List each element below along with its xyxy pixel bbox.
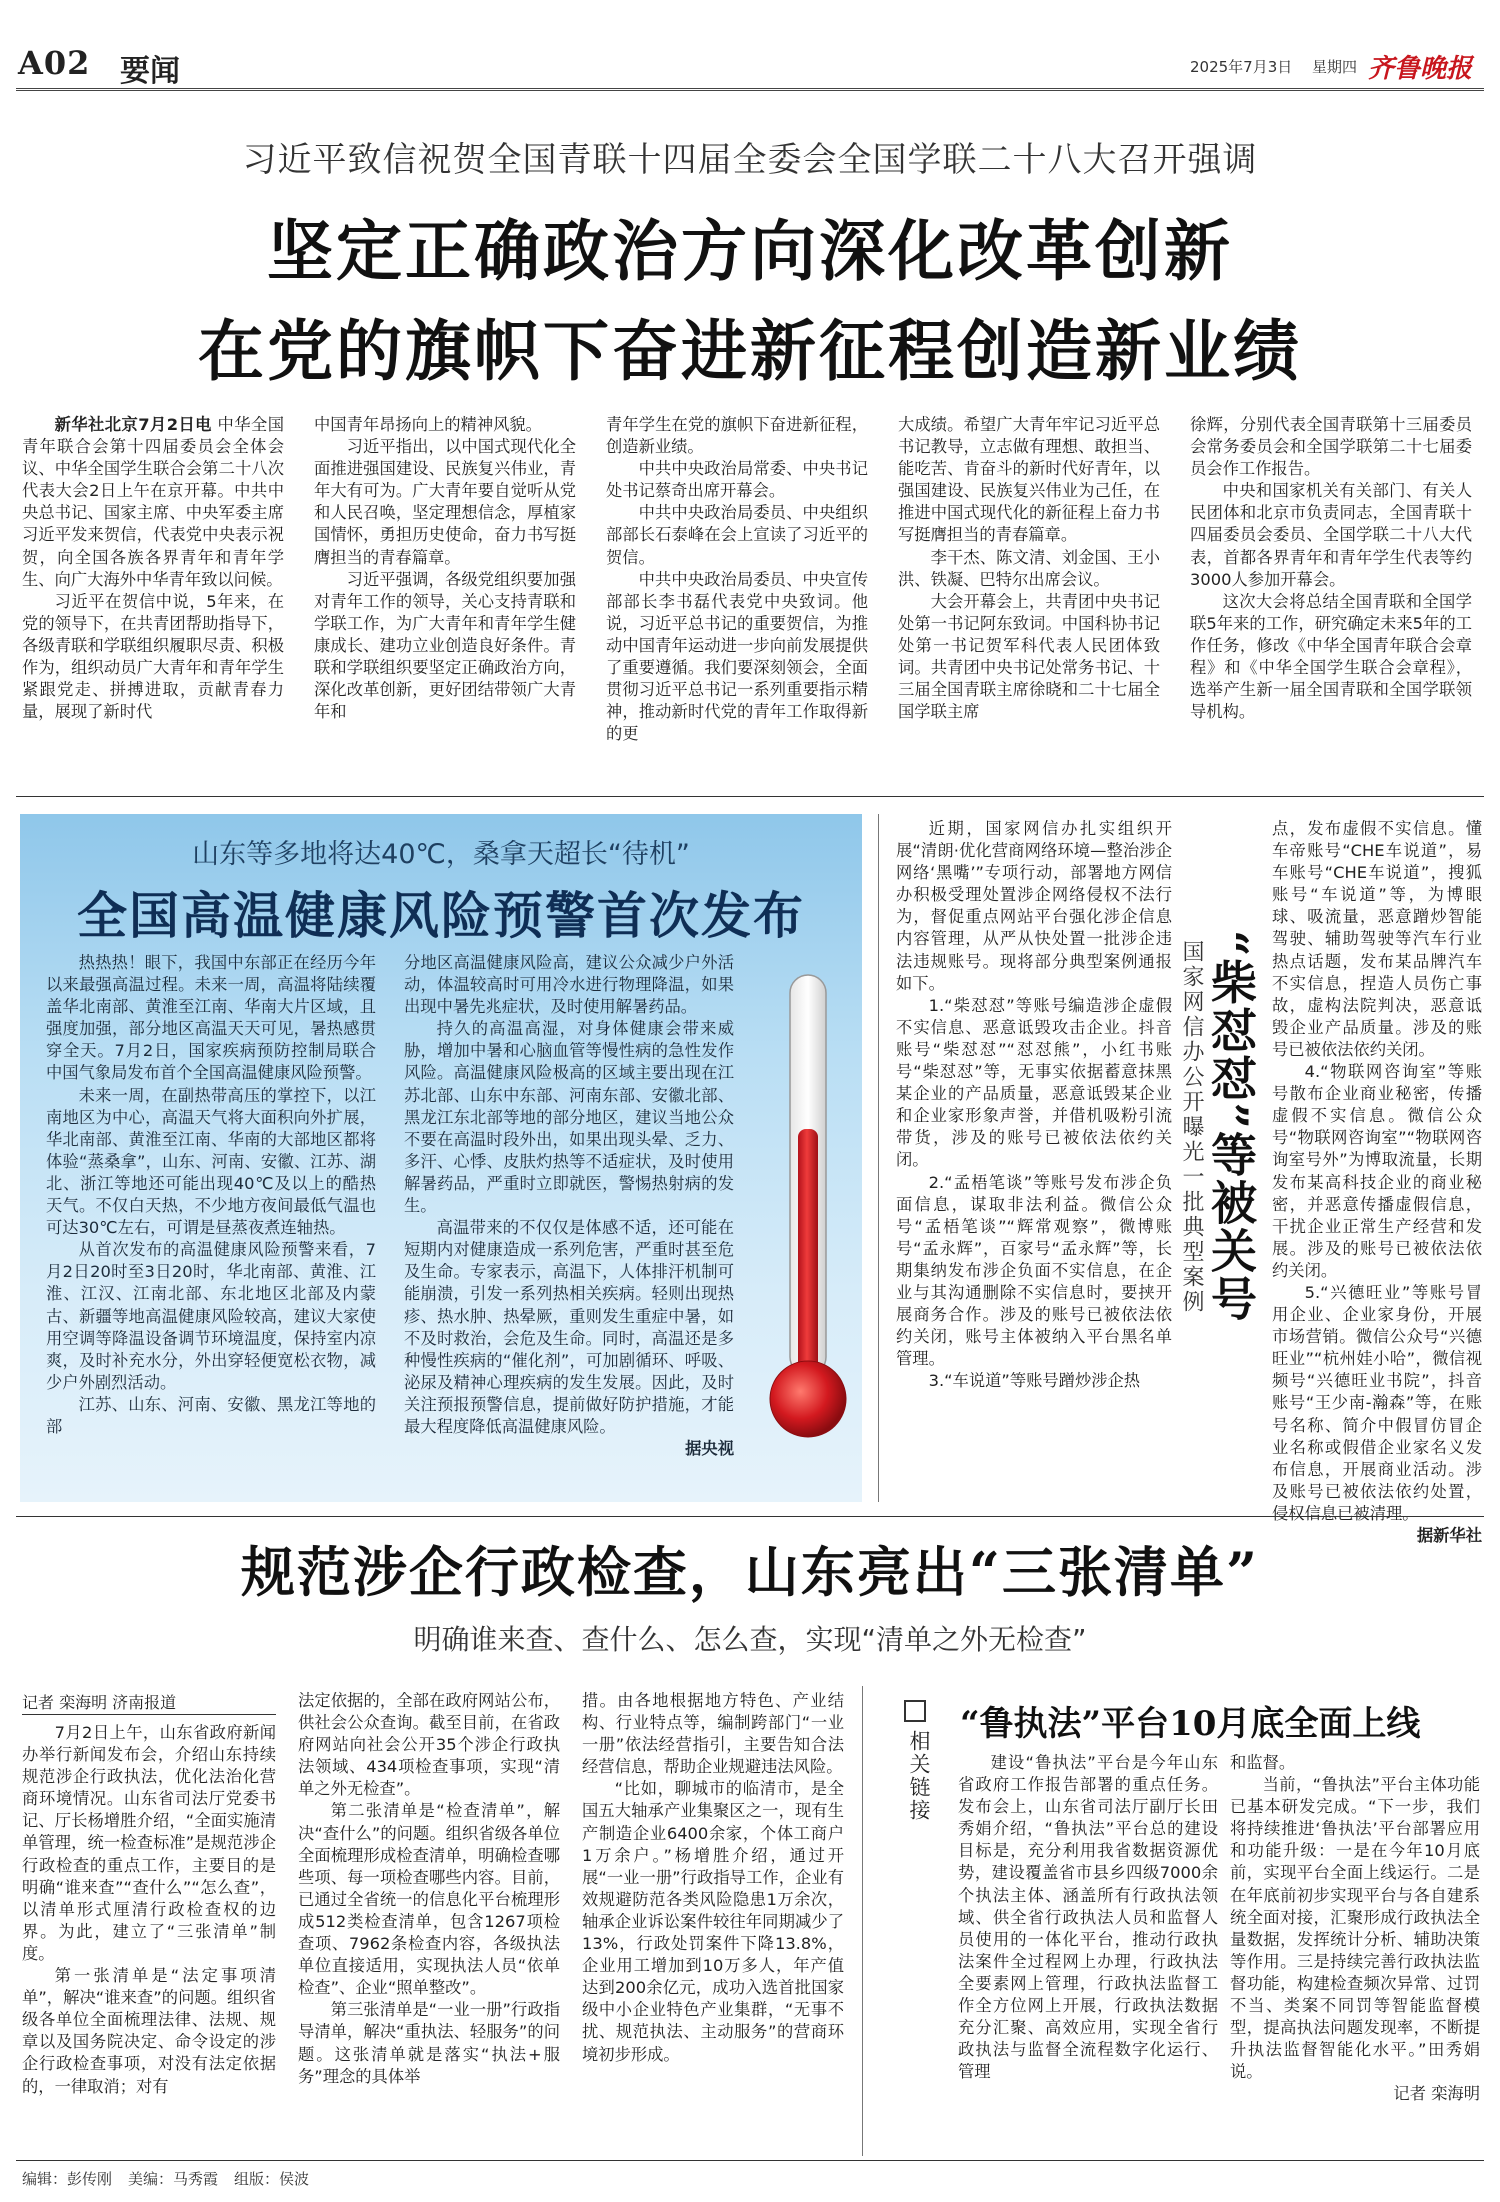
heat-p4: 江苏、山东、河南、安徽、黑龙江等地的部 [46, 1394, 376, 1436]
lead-column-3 [606, 414, 868, 776]
lead-col2-p1: 中国青年昂扬向上的精神风貌。 [314, 415, 542, 434]
chai-p6: 4.“物联网咨询室”等账号散布企业商业秘密，传播虚假不实信息。微信公众号“物联网咨询室”“物联网咨询室号外”为博取流量，长期发布某高科技企业的商业秘密，并恶意传播虚假信息，干扰企业正常生产经营和发展。涉及的账号已被依法依约关闭。 [1272, 1062, 1482, 1280]
heat-source: 据央视 [685, 1439, 734, 1459]
chai-p3: 2.“孟梧笔谈”等账号发布涉企负面信息，谋取非法利益。微信公众号“孟梧笔谈”“辉常观察”，微博账号“孟永辉”，百家号“孟永辉”等，长期集纳发布涉企负面不实信息，在企业与其沟通删除不实信息时，要挟开展商务合作。涉及的账号已被依法依约关闭，账号主体被纳入平台黑名单管理。 [896, 1172, 1172, 1369]
chai-headline: “柴怼怼”等被关号 [1204, 930, 1258, 1323]
footer-rule [16, 2160, 1484, 2161]
issue-weekday: 星期四 [1312, 58, 1358, 76]
lead-bottom-rule [16, 796, 1484, 797]
lead-kicker: 习近平致信祝贺全国青联十四届全委会全国学联二十八大召开强调 [242, 140, 1258, 180]
lu-headline: “鲁执法”平台10月底全面上线 [960, 1704, 1421, 1744]
check-c2-p2: 第二张清单是“检查清单”，解决“查什么”的问题。组织省级各单位全面梳理形成检查清单，明确检查哪些项、每一项检查哪些内容。目前，已通过全省统一的信息化平台梳理形成512类检查清单，包含1267项检查项、7962条检查内容，各级执法单位直接适用，实现执法人员“依单检查”、企业“照单整改”。 [298, 1801, 560, 1998]
lead-col3-p4: 中共中央政治局委员、中央宣传部部长李书磊代表党中央致词。他说，习近平总书记的重要贺信，为推动中国青年运动进一步向前发展提供了重要遵循。我们要深刻领会，全面贯彻习近平总书记一系列重要指示精神，推动新时代党的青年工作取得新的更 [606, 569, 868, 744]
footer-proof: 组版：侯波 [234, 2170, 310, 2188]
byline-rule [22, 1714, 276, 1715]
heat-p5: 分地区高温健康风险高，建议公众减少户外活动，体温较高时可用冷水进行物理降温，如果出现中暑先兆症状，及时使用解暑药品。 [404, 953, 734, 1017]
check-subtitle: 明确谁来查、查什么、怎么查，实现“清单之外无检查” [413, 1623, 1087, 1656]
check-c3-p1: 措。由各地根据地方特色、产业结构、行业特点等，编制跨部门“一业一册”依法经营指引，主要告知合法经营信息，帮助企业规避违法风险。 [582, 1691, 844, 1777]
lu-column-2 [1230, 1752, 1480, 2152]
heat-p1: 热热热！眼下，我国中东部正在经历今年以来最强高温过程。未来一周，高温将陆续覆盖华北南部、黄淮至江南、华南大片区域，且强度加强，部分地区高温天天可见，暑热感贯穿全天。7月2日，国家疾病预防控制局联合中国气象局发布首个全国高温健康风险预警。 [46, 953, 376, 1083]
check-c1-p2: 第一张清单是“法定事项清单”，解决“谁来查”的问题。组织省级各单位全面梳理法律、法规、规章以及国务院决定、命令设定的涉企行政检查事项，对没有法定依据的，一律取消；对有 [22, 1966, 276, 2096]
heat-headline: 全国高温健康风险预警首次发布 [77, 886, 805, 945]
thermometer-icon [768, 969, 848, 1449]
lead-col3-p1: 青年学生在党的旗帜下奋进新征程，创造新业绩。 [606, 415, 868, 457]
lead-col3-p3: 中共中央政治局委员、中央组织部部长石泰峰在会上宣读了习近平的贺信。 [606, 503, 868, 567]
lu-byline: 记者 栾海明 [1393, 2084, 1480, 2104]
check-c2-p3: 第三张清单是“一业一册”行政指导清单，解决“重执法、轻服务”的问题。这张清单就是落实“执法+服务”理念的具体举 [298, 2000, 560, 2086]
mid-rule [16, 1516, 1484, 1517]
related-tag: 相关链接 [907, 1730, 931, 1822]
footer-editor: 编辑：彭传刚 [22, 2170, 113, 2188]
lead-column-5 [1190, 414, 1472, 776]
paper-logo: 齐鲁晚报 [1368, 54, 1473, 84]
lead-col5-p2: 中央和国家机关有关部门、有关人民团体和北京市负责同志，全国青联十四届委员会委员、全国学联二十八大代表，首都各界青年和青年学生代表等约3000人参加开幕会。 [1190, 481, 1472, 589]
page-number: A02 [18, 44, 91, 82]
related-divider [862, 1686, 863, 2156]
check-column-2 [298, 1690, 560, 2152]
lu-p2: 和监督。 [1230, 1753, 1296, 1772]
chai-p1: 近期，国家网信办扎实组织开展“清朗·优化营商网络环境—整治涉企网络‘黑嘴’”专项行动，部署地方网信办积极受理处置涉企网络侵权不法行为，督促重点网站平台强化涉企信息内容管理，从严从快处置一批涉企违法违规账号。现将部分典型案例通报如下。 [896, 819, 1172, 993]
lead-col2-p2: 习近平指出，以中国式现代化全面推进强国建设、民族复兴伟业，青年大有可为。广大青年要自觉听从党和人民召唤，坚定理想信念，厚植家国情怀，勇担历史使命，奋力书写挺膺担当的青春篇章。 [314, 437, 576, 567]
check-byline: 记者 栾海明 济南报道 [22, 1693, 177, 1712]
lu-p3: 当前，“鲁执法”平台主体功能已基本研发完成。“下一步，我们将持续推进‘鲁执法’平台部署应用和功能升级：一是在今年10月底前，实现平台全面上线运行。二是在年底前初步实现平台与各自建系统全面对接，汇聚形成行政执法全量数据，发挥统计分析、辅助决策等作用。三是持续完善行政执法监督功能，构建检查频次异常、过罚不当、类案不同罚等智能监督模型，提高执法问题发现率，不断提升执法监督智能化水平。”田秀娟说。 [1230, 1775, 1480, 2082]
heat-p6: 持久的高温高湿，对身体健康会带来威胁，增加中暑和心脑血管等慢性病的急性发作风险。高温健康风险极高的区域主要出现在江苏北部、山东中东部、河南东部、安徽北部、黑龙江东北部等地的部分地区，建议当地公众不要在高温时段外出，如果出现头晕、乏力、多汗、心悸、皮肤灼热等不适症状，及时使用解暑药品，严重时立即就医，警惕热射病的发生。 [404, 1019, 734, 1216]
issue-date: 2025年7月3日 [1190, 58, 1293, 76]
chai-p5: 点，发布虚假不实信息。懂车帝账号“CHE车说道”，易车账号“CHE车说道”，搜狐账号“车说道”等，为博眼球、吸流量，恶意蹭炒智能驾驶、辅助驾驶等汽车行业热点话题，发布某品牌汽车不实信息，捏造人员伤亡事故，虚构法院判决，恶意诋毁企业产品质量。涉及的账号已被依法依约关闭。 [1272, 819, 1482, 1059]
chai-column-1 [896, 818, 1172, 1498]
lu-column-1 [958, 1752, 1218, 2152]
check-c2-p1: 法定依据的，全部在政府网站公布，供社会公众查询。截至目前，在省政府网站向社会公开35个涉企行政执法领域、434项检查事项，实现“清单之外无检查”。 [298, 1691, 560, 1799]
related-tag-box [904, 1700, 926, 1722]
chai-p2: 1.“柴怼怼”等账号编造涉企虚假不实信息、恶意诋毁攻击企业。抖音账号“柴怼怼”“怼怼熊”，小红书账号“柴怼怼”等，无事实依据蓄意抹黑某企业的产品质量，恶意诋毁某企业和企业家形象声誉，并借机吸粉引流带货，涉及的账号已被依法依约关闭。 [896, 995, 1172, 1170]
footer-designer: 美编：马秀霞 [128, 2170, 219, 2188]
lead-col5-p1: 徐辉，分别代表全国青联第十三届委员会常务委员会和全国学联第二十七届委员会作工作报告。 [1190, 415, 1472, 479]
lead-col4-p1: 大成绩。希望广大青年牢记习近平总书记教导，立志做有理想、敢担当、能吃苦、肯奋斗的新时代好青年，以强国建设、民族复兴伟业为己任，在推进中国式现代化的新征程上奋力书写挺膺担当的青春篇章。 [898, 415, 1160, 545]
chai-divider [878, 814, 879, 1502]
lead-column-4 [898, 414, 1160, 776]
check-c3-p2: “比如，聊城市的临清市，是全国五大轴承产业集聚区之一，现有生产制造企业6400余家，个体工商户1万余户。”杨增胜介绍，通过开展“一业一册”行政指导工作，企业有效规避防范各类风险隐患1万余次，轴承企业诉讼案件较往年同期减少了13%，行政处罚案件下降13.8%，企业用工增加到10万多人，年产值达到200余亿元，成功入选首批国家级中小企业特色产业集群，“无事不扰、规范执法、主动服务”的营商环境初步形成。 [582, 1779, 844, 2064]
masthead-rule [16, 88, 1484, 91]
lu-p1: 建设“鲁执法”平台是今年山东省政府工作报告部署的重点任务。发布会上，山东省司法厅副厅长田秀娟介绍，“鲁执法”平台总的建设目标是，充分利用我省数据资源优势，建设覆盖省市县乡四级7000余个执法主体、涵盖所有行政执法领域、供全省行政执法人员和监督人员使用的一体化平台，推动行政执法案件全过程网上办理，行政执法全要素网上管理，行政执法监督工作全方位网上开展，行政执法数据充分汇聚、高效应用，实现全省行政执法与监督全流程数字化运行、管理 [958, 1753, 1218, 2082]
lead-col5-p3: 这次大会将总结全国青联和全国学联5年来的工作，研究确定未来5年的工作任务，修改《中华全国青年联合会章程》和《中华全国学生联合会章程》，选举产生新一届全国青联和全国学联领导机构。 [1190, 591, 1472, 722]
chai-p4: 3.“车说道”等账号蹭炒涉企热 [928, 1371, 1141, 1391]
lead-column-1 [22, 414, 284, 776]
lead-col3-p2: 中共中央政治局常委、中央书记处书记蔡奇出席开幕会。 [606, 459, 868, 501]
chai-column-2 [1272, 818, 1482, 1545]
section-name: 要闻 [120, 54, 180, 89]
chai-source: 据新华社 [1416, 1526, 1482, 1545]
lead-col1-p1: 中华全国青年联合会第十四届委员会全体会议、中华全国学生联合会第二十八次代表大会2日上午在京开幕。中共中央总书记、国家主席、中央军委主席习近平发来贺信，代表党中央表示祝贺，向全国各族各界青年和青年学生、向广大海外中华青年致以问候。 [22, 415, 284, 589]
heat-p2: 未来一周，在副热带高压的掌控下，以江南地区为中心，高温天气将大面积向外扩展，华北南部、黄淮至江南、华南的大部地区都将体验“蒸桑拿”，山东、河南、安徽、江苏、湖北、浙江等地还可能出现40℃及以上的酷热天气。不仅白天热，不少地方夜间最低气温也可达30℃左右，可谓是昼蒸夜煮连轴热。 [46, 1085, 376, 1238]
check-column-1 [22, 1722, 276, 2152]
lead-column-2 [314, 414, 576, 776]
chai-subtitle: 国家网信办公开曝光一批典型案例 [1179, 940, 1204, 1315]
check-headline: 规范涉企行政检查，山东亮出“三张清单” [240, 1540, 1260, 1604]
lead-col2-p3: 习近平强调，各级党组织要加强对青年工作的领导，关心支持青联和学联工作，为广大青年和青年学生健康成长、建功立业创造良好条件。青联和学联组织要坚定正确政治方向，深化改革创新，更好团结带领广大青年和 [314, 569, 576, 722]
chai-p7: 5.“兴德旺业”等账号冒用企业、企业家身份，开展市场营销。微信公众号“兴德旺业”“杭州娃小哈”，微信视频号“兴德旺业书院”，抖音账号“王少南-瀚森”等，在账号名称、简介中假冒仿冒企业名称或假借企业家名义发布信息，开展商业活动。涉及账号已被依法依约处置，侵权信息已被清理。 [1272, 1282, 1482, 1523]
lead-headline-1: 坚定正确政治方向深化改革创新 [267, 212, 1233, 290]
heat-column-2 [404, 952, 734, 1472]
lead-col4-p3: 大会开幕会上，共青团中央书记处第一书记阿东致词。中国科协书记处第一书记贺军科代表人民团体致词。共青团中央书记处常务书记、十三届全国青联主席徐晓和二十七届全国学联主席 [898, 591, 1160, 722]
heat-p7: 高温带来的不仅仅是体感不适，还可能在短期内对健康造成一系列危害，严重时甚至危及生命。专家表示，高温下，人体排汗机制可能崩溃，引发一系列热相关疾病。轻则出现热疹、热水肿、热晕厥，重则发生重症中暑，如不及时救治，会危及生命。同时，高温还是多种慢性疾病的“催化剂”，可加剧循环、呼吸、泌尿及精神心理疾病的发生发展。因此，及时关注预报预警信息，提前做好防护措施，才能最大程度降低高温健康风险。 [404, 1218, 734, 1436]
heat-column-1 [46, 952, 376, 1472]
heat-p3: 从首次发布的高温健康风险预警来看，7月2日20时至3日20时，华北南部、黄淮、江淮、江汉、江南北部、东北地区北部及内蒙古、新疆等地高温健康风险较高，建议大家使用空调等降温设备调节环境温度，保持室内凉爽，及时补充水分，外出穿轻便宽松衣物，减少户外剧烈活动。 [46, 1240, 376, 1392]
lead-col4-p2: 李干杰、陈文清、刘金国、王小洪、铁凝、巴特尔出席会议。 [898, 547, 1160, 589]
lead-headline-2: 在党的旗帜下奋进新征程创造新业绩 [198, 312, 1302, 390]
lead-dateline: 新华社北京7月2日电 [54, 415, 212, 434]
check-c1-p1: 7月2日上午，山东省政府新闻办举行新闻发布会，介绍山东持续规范涉企行政执法，优化法治化营商环境情况。山东省司法厅党委书记、厅长杨增胜介绍，“全面实施清单管理，统一检查标准”是规范涉企行政检查的重点工作，主要目的是明确“谁来查”“查什么”“怎么查”，以清单形式厘清行政检查权的边界。为此，建立了“三张清单”制度。 [22, 1723, 276, 1963]
heat-kicker: 山东等多地将达40℃，桑拿天超长“待机” [192, 839, 690, 870]
heat-box [20, 814, 862, 1502]
check-column-3 [582, 1690, 844, 2152]
lead-col1-p2: 习近平在贺信中说，5年来，在党的领导下，在共青团帮助指导下，各级青联和学联组织履职尽责、积极作为，组织动员广大青年和青年学生紧跟党走、拼搏进取，贡献青春力量，展现了新时代 [22, 591, 284, 722]
